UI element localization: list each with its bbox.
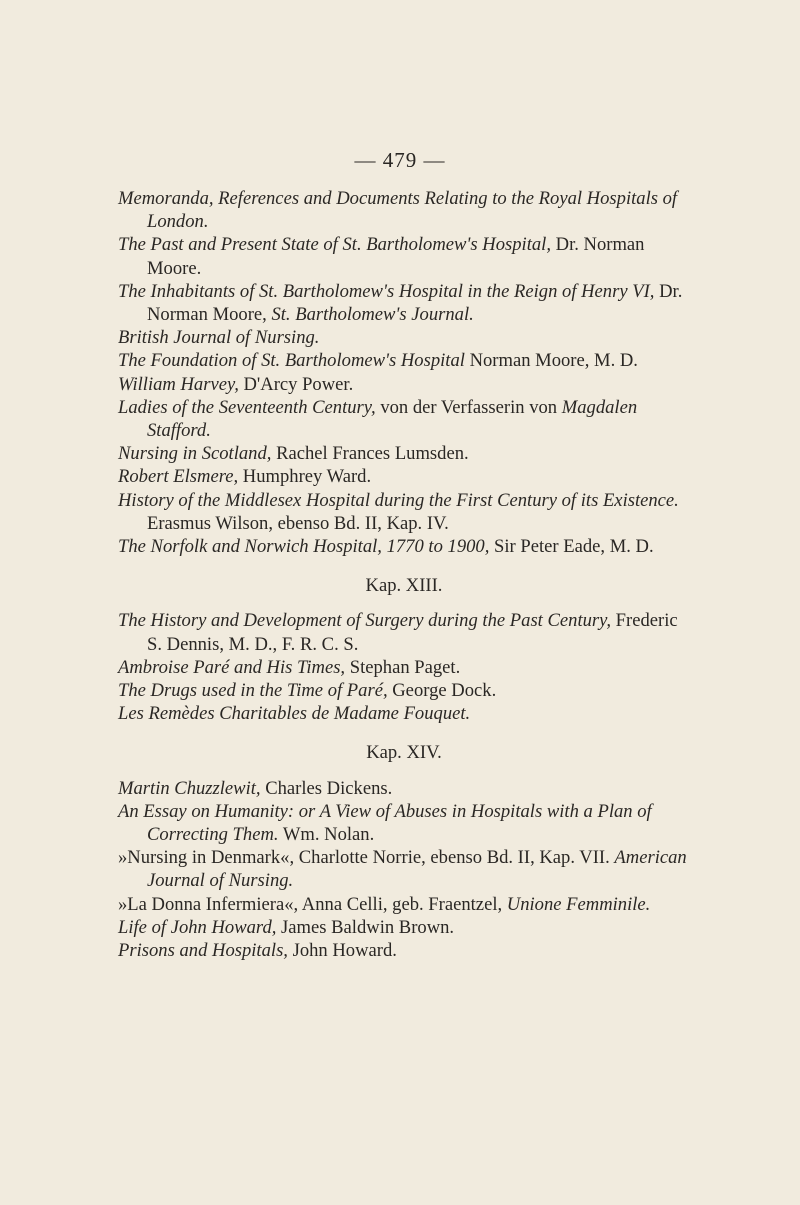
bibliography-entry xyxy=(118,233,690,279)
entry-title: History of the Middlesex Hospital during the First Century of its Existence. xyxy=(118,489,679,511)
bibliography-entry xyxy=(118,679,690,702)
entry-author: Wm. Nolan. xyxy=(278,824,375,846)
entry-title: British Journal of Nursing. xyxy=(118,327,320,349)
section-heading: Kap. XIV. xyxy=(366,742,442,764)
entry-title: The Inhabitants of St. Bartholomew's Hospital in the Reign of Henry VI, xyxy=(118,280,655,302)
entry-title: Martin Chuzzlewit, xyxy=(118,777,261,799)
page-number: — 479 — xyxy=(354,148,446,172)
entry-title: Ambroise Paré and His Times, xyxy=(118,656,346,678)
section-heading: Kap. XIII. xyxy=(365,575,443,597)
entry-author: von der Verfasserin von xyxy=(375,396,562,418)
bibliography-entry xyxy=(118,489,690,535)
entry-author: George Dock. xyxy=(387,680,497,702)
entry-author: James Baldwin Brown. xyxy=(276,916,455,938)
entry-title: Ladies of the Seventeenth Century, xyxy=(118,396,376,418)
entry-source-title: American Journal of Nursing. xyxy=(147,847,687,892)
entry-title: Memoranda, References and Documents Relating to the Royal Hospitals of London. xyxy=(118,188,678,233)
bibliography-entry xyxy=(118,939,690,962)
entry-title: The History and Development of Surgery during the Past Century, xyxy=(118,610,612,632)
bibliography-list xyxy=(118,187,690,962)
entry-author: John Howard. xyxy=(287,940,397,962)
entry-title: Prisons and Hospitals, xyxy=(118,940,288,962)
entry-title: William Harvey, xyxy=(118,373,239,395)
entry-title: The Drugs used in the Time of Paré, xyxy=(118,680,388,702)
entry-author: Sir Peter Eade, M. D. xyxy=(489,536,654,558)
bibliography-entry xyxy=(118,442,690,465)
entry-title: The Foundation of St. Bartholomew's Hospital xyxy=(118,350,465,372)
entry-author: Stephan Paget. xyxy=(345,656,461,678)
entry-author: Erasmus Wilson, ebenso Bd. II, Kap. IV. xyxy=(147,512,449,534)
entry-author: »Nursing in Denmark«, Charlotte Norrie, ebenso Bd. II, Kap. VII. xyxy=(118,847,615,869)
entry-title: An Essay on Humanity: or A View of Abuses in Hospitals with a Plan of Correcting Them. xyxy=(118,800,652,846)
entry-author: Charles Dickens. xyxy=(260,777,393,799)
entry-author: Dr. Norman Moore, xyxy=(147,280,683,326)
bibliography-entry xyxy=(118,396,690,442)
entry-source-title: Unione Femminile. xyxy=(506,893,651,915)
bibliography-entry xyxy=(118,702,690,725)
bibliography-entry xyxy=(118,349,690,372)
bibliography-entry xyxy=(118,187,690,233)
bibliography-entry xyxy=(118,465,690,488)
bibliography-entry xyxy=(118,800,690,846)
bibliography-entry xyxy=(118,280,690,326)
entry-author: Norman Moore, M. D. xyxy=(464,350,638,372)
bibliography-entry xyxy=(118,916,690,939)
bibliography-entry xyxy=(118,609,690,655)
bibliography-entry xyxy=(118,893,690,916)
entry-author: Frederic S. Dennis, M. D., F. R. C. S. xyxy=(147,610,678,655)
entry-author: »La Donna Infermiera«, Anna Celli, geb. Fraentzel, xyxy=(118,893,507,915)
entry-author: Humphrey Ward. xyxy=(238,466,372,488)
entry-title: Life of John Howard, xyxy=(118,916,277,938)
bibliography-entry xyxy=(118,373,690,396)
bibliography-entry xyxy=(118,326,690,349)
entry-title: Les Remèdes Charitables de Madame Fouquet. xyxy=(118,703,471,725)
entry-title: The Norfolk and Norwich Hospital, 1770 to 1900, xyxy=(118,536,490,558)
bibliography-entry xyxy=(118,777,690,800)
entry-source-title: St. Bartholomew's Journal. xyxy=(271,304,474,326)
entry-title: Robert Elsmere, xyxy=(118,466,239,488)
entry-title: Nursing in Scotland, xyxy=(118,443,272,465)
entry-source-title: Magdalen Stafford. xyxy=(147,396,638,442)
bibliography-entry xyxy=(118,846,690,892)
entry-author: D'Arcy Power. xyxy=(238,373,354,395)
bibliography-entry xyxy=(118,535,690,558)
entry-author: Dr. Norman Moore. xyxy=(147,234,645,279)
bibliography-entry xyxy=(118,656,690,679)
entry-author: Rachel Frances Lumsden. xyxy=(271,443,469,465)
entry-title: The Past and Present State of St. Bartholomew's Hospital, xyxy=(118,234,551,256)
